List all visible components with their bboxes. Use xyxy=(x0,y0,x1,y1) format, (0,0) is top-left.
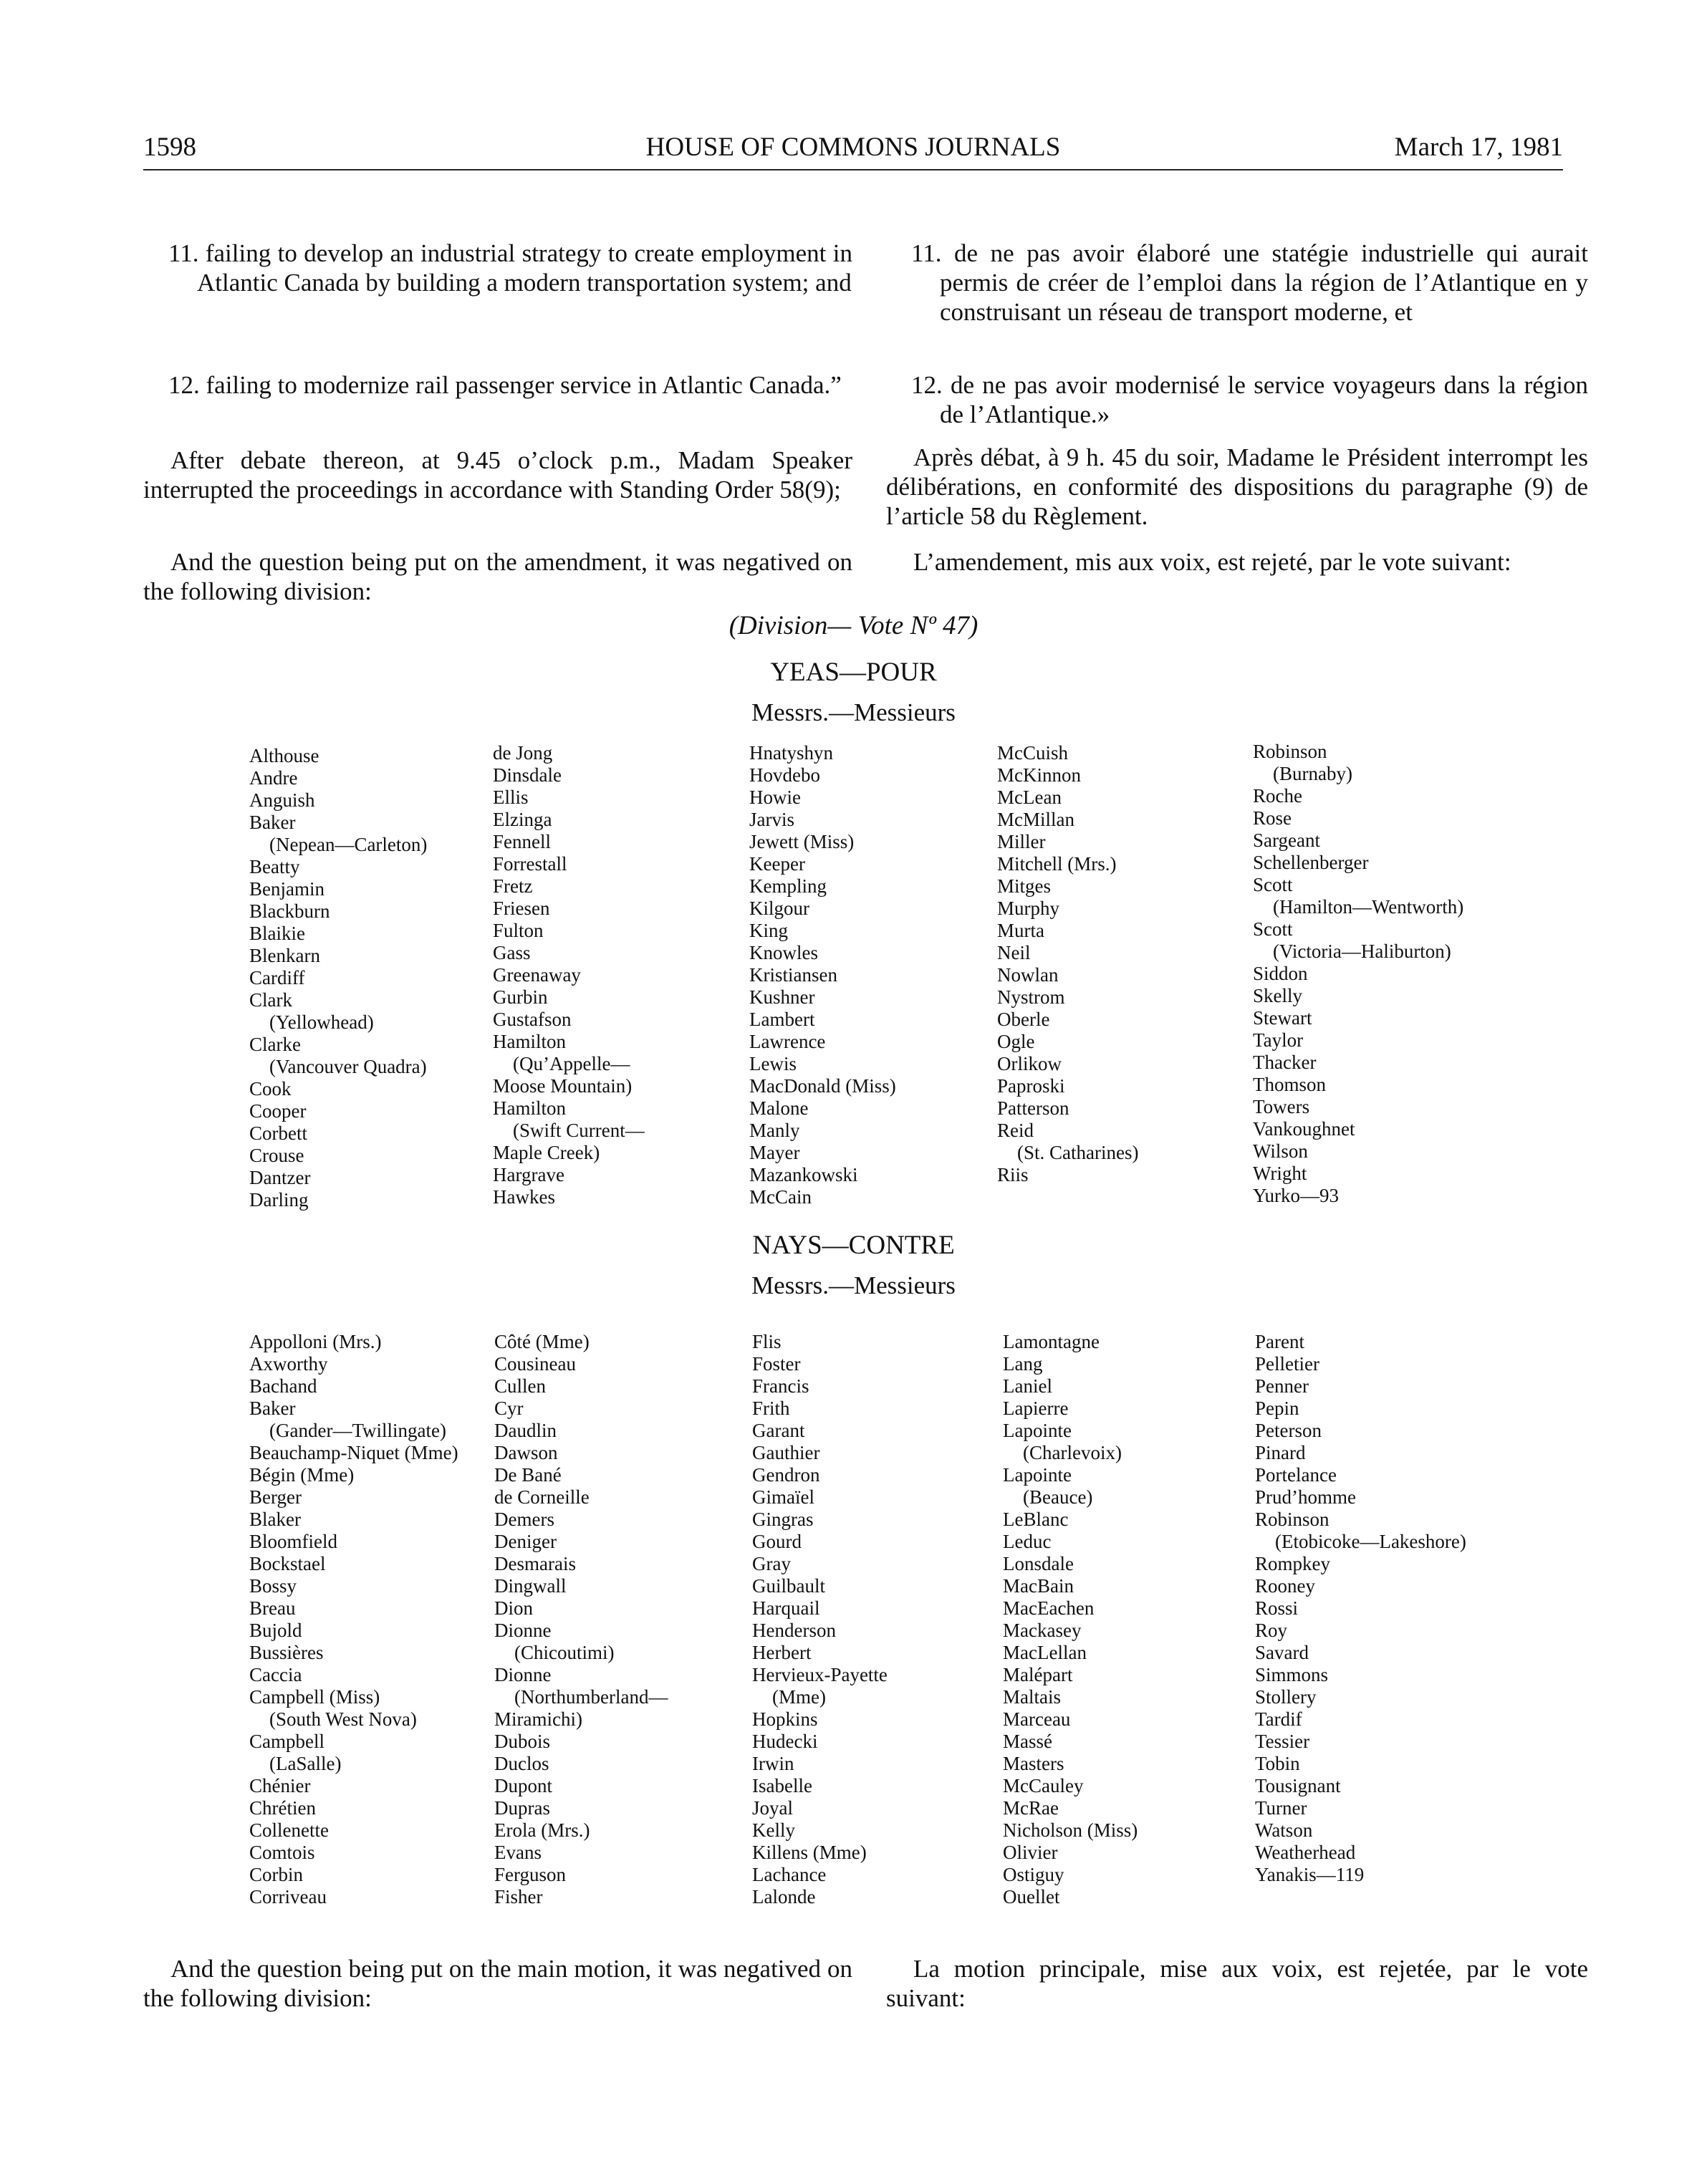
yeas-column-5 xyxy=(1253,741,1463,1207)
member-name: Foster xyxy=(752,1353,801,1375)
member-name: Ogle xyxy=(997,1031,1035,1052)
member-name: Anguish xyxy=(249,789,315,811)
member-name: Kilgour xyxy=(749,898,809,919)
journal-date: March 17, 1981 xyxy=(1394,133,1563,162)
member-name: Crouse xyxy=(249,1145,304,1166)
member-name: Cyr xyxy=(494,1398,524,1419)
member-name: Demers xyxy=(494,1509,554,1530)
member-name: (Victoria—Haliburton) xyxy=(1273,941,1451,962)
member-name: de Corneille xyxy=(494,1486,590,1508)
member-name: Miller xyxy=(997,831,1046,852)
member-name: Towers xyxy=(1253,1096,1310,1117)
member-name: Jewett (Miss) xyxy=(749,831,855,852)
member-name: Stewart xyxy=(1253,1007,1312,1029)
member-name: (Mme) xyxy=(772,1686,826,1708)
member-name: Dion xyxy=(494,1597,533,1619)
member-name: Kristiansen xyxy=(749,964,837,986)
member-name: Darling xyxy=(249,1189,309,1211)
yeas-heading: YEAS—POUR xyxy=(770,658,937,687)
member-name: Hovdebo xyxy=(749,764,820,786)
member-name: Scott xyxy=(1253,874,1293,895)
member-name: Bégin (Mme) xyxy=(249,1464,355,1486)
member-name: Rooney xyxy=(1255,1575,1315,1597)
member-name: Jarvis xyxy=(749,809,794,830)
member-name: Bossy xyxy=(249,1575,297,1597)
member-name: Kelly xyxy=(752,1819,795,1841)
member-name: Moose Mountain) xyxy=(493,1075,633,1097)
french-column-3 xyxy=(886,443,1588,531)
member-name: Flis xyxy=(752,1331,782,1352)
member-name: Comtois xyxy=(249,1842,315,1863)
member-name: Appolloni (Mrs.) xyxy=(249,1331,382,1352)
member-name: Watson xyxy=(1255,1819,1313,1841)
nays-column-2 xyxy=(494,1331,668,1908)
member-name: MacLellan xyxy=(1003,1642,1087,1663)
member-name: Penner xyxy=(1255,1375,1309,1397)
page-header xyxy=(143,132,1563,170)
member-name: Francis xyxy=(752,1375,809,1397)
member-name: Henderson xyxy=(752,1620,836,1641)
english-column xyxy=(143,239,852,297)
member-name: Fulton xyxy=(493,920,544,941)
member-name: Wright xyxy=(1253,1163,1307,1184)
member-name: Hudecki xyxy=(752,1731,818,1752)
member-name: Patterson xyxy=(997,1097,1069,1119)
english-column-2 xyxy=(143,370,852,400)
member-name: Yurko—93 xyxy=(1253,1185,1339,1206)
member-name: Tessier xyxy=(1255,1731,1310,1752)
page-number: 1598 xyxy=(143,133,196,162)
member-name: Dionne xyxy=(494,1664,552,1685)
member-name: Lang xyxy=(1003,1353,1043,1375)
member-name: Manly xyxy=(749,1120,800,1141)
member-name: Fisher xyxy=(494,1886,543,1908)
member-name: Hnatyshyn xyxy=(749,742,833,764)
member-name: Lapierre xyxy=(1003,1398,1069,1419)
member-name: Savard xyxy=(1255,1642,1309,1663)
nays-column-5 xyxy=(1255,1331,1466,1886)
member-name: Gustafson xyxy=(493,1009,572,1030)
member-name: Gingras xyxy=(752,1509,814,1530)
member-name: Robinson xyxy=(1253,741,1327,762)
yeas-column-3 xyxy=(749,742,896,1208)
member-name: Masters xyxy=(1003,1753,1064,1774)
member-name: Campbell (Miss) xyxy=(249,1686,380,1708)
member-name: Weatherhead xyxy=(1255,1842,1356,1863)
member-name: Axworthy xyxy=(249,1353,328,1375)
member-name: Mitges xyxy=(997,875,1052,897)
french-main-motion-text: La motion principale, mise aux voix, est rejetée, par le vote suivant: xyxy=(886,1955,1588,2012)
journal-title: HOUSE OF COMMONS JOURNALS xyxy=(645,133,1061,162)
member-name: Baker xyxy=(249,812,296,833)
member-name: Mitchell (Mrs.) xyxy=(997,853,1117,875)
member-name: Rossi xyxy=(1255,1597,1299,1619)
member-name: Dubois xyxy=(494,1731,551,1752)
member-name: Elzinga xyxy=(493,809,552,830)
member-name: Dinsdale xyxy=(493,764,562,786)
member-name: MacDonald (Miss) xyxy=(749,1075,896,1097)
member-name: Clark xyxy=(249,989,292,1011)
member-name: McCuish xyxy=(997,742,1069,764)
member-name: McKinnon xyxy=(997,764,1081,786)
member-name: McCauley xyxy=(1003,1775,1084,1796)
member-name: Dawson xyxy=(494,1442,558,1463)
member-name: Kushner xyxy=(749,986,815,1008)
member-name: (LaSalle) xyxy=(269,1753,342,1774)
english-main-motion-text: And the question being put on the main motion, it was negatived on the following division: xyxy=(143,1955,852,2012)
member-name: Dantzer xyxy=(249,1167,311,1188)
member-name: Blackburn xyxy=(249,900,330,922)
member-name: Blaikie xyxy=(249,923,305,944)
member-name: Tardif xyxy=(1255,1708,1302,1730)
member-name: Deniger xyxy=(494,1531,557,1552)
member-name: Bussières xyxy=(249,1642,324,1663)
member-name: Cook xyxy=(249,1078,292,1100)
member-name: (Etobicoke—Lakeshore) xyxy=(1275,1531,1466,1552)
member-name: Gourd xyxy=(752,1531,802,1552)
member-name: Knowles xyxy=(749,942,818,963)
member-name: Althouse xyxy=(249,745,319,766)
member-name: Mayer xyxy=(749,1142,800,1163)
member-name: Ferguson xyxy=(494,1864,567,1885)
member-name: Malone xyxy=(749,1097,809,1119)
member-name: (Nepean—Carleton) xyxy=(269,834,428,855)
member-name: Howie xyxy=(749,786,801,808)
nays-messrs-heading: Messrs.—Messieurs xyxy=(751,1271,956,1299)
member-name: Guilbault xyxy=(752,1575,825,1597)
member-name: McRae xyxy=(1003,1797,1059,1819)
member-name: Lawrence xyxy=(749,1031,826,1052)
member-name: Cousineau xyxy=(494,1353,576,1375)
member-name: Ouellet xyxy=(1003,1886,1060,1908)
member-name: (St. Catharines) xyxy=(1017,1142,1139,1163)
member-name: Corriveau xyxy=(249,1886,327,1908)
member-name: Kempling xyxy=(749,875,827,897)
member-name: Gass xyxy=(493,942,531,963)
member-name: Irwin xyxy=(752,1753,794,1774)
member-name: Robinson xyxy=(1255,1509,1329,1530)
member-name: Rose xyxy=(1253,807,1292,829)
member-name: Lonsdale xyxy=(1003,1553,1074,1574)
member-name: Collenette xyxy=(249,1819,329,1841)
yeas-messrs-heading: Messrs.—Messieurs xyxy=(751,698,956,726)
member-name: Dingwall xyxy=(494,1575,567,1597)
member-name: Siddon xyxy=(1253,963,1308,984)
member-name: Olivier xyxy=(1003,1842,1058,1863)
member-name: McMillan xyxy=(997,809,1074,830)
member-name: Campbell xyxy=(249,1731,324,1752)
member-name: Harquail xyxy=(752,1597,820,1619)
member-name: Thomson xyxy=(1253,1074,1327,1095)
french-main-motion-paragraph xyxy=(886,1954,1588,2013)
english-column-3 xyxy=(143,446,852,504)
member-name: Murta xyxy=(997,920,1044,941)
member-name: Corbin xyxy=(249,1864,304,1885)
member-name: Frith xyxy=(752,1398,790,1419)
member-name: Fretz xyxy=(493,875,533,897)
member-name: (Beauce) xyxy=(1023,1486,1093,1508)
member-name: Gurbin xyxy=(493,986,548,1008)
member-name: Hawkes xyxy=(493,1186,555,1208)
member-name: (South West Nova) xyxy=(269,1708,417,1730)
member-name: Desmarais xyxy=(494,1553,576,1574)
english-column-4 xyxy=(143,547,852,606)
yeas-column-2 xyxy=(493,742,645,1208)
member-name: Rompkey xyxy=(1255,1553,1330,1574)
member-name: Schellenberger xyxy=(1253,852,1369,873)
member-name: (Yellowhead) xyxy=(269,1011,374,1033)
member-name: Leduc xyxy=(1003,1531,1052,1552)
nays-heading: NAYS—CONTRE xyxy=(752,1231,955,1260)
member-name: MacBain xyxy=(1003,1575,1074,1597)
member-name: Prud’homme xyxy=(1255,1486,1356,1508)
member-name: McCain xyxy=(749,1186,812,1208)
member-name: Dionne xyxy=(494,1620,552,1641)
member-name: Portelance xyxy=(1255,1464,1337,1486)
french-column-2 xyxy=(886,370,1588,429)
member-name: Lachance xyxy=(752,1864,827,1885)
member-name: Miramichi) xyxy=(494,1708,582,1730)
member-name: Hopkins xyxy=(752,1708,818,1730)
member-name: Duclos xyxy=(494,1753,549,1774)
english-item-12: 12. failing to modernize rail passenger service in Atlantic Canada.” xyxy=(168,371,842,399)
member-name: Garant xyxy=(752,1420,805,1441)
nays-column-3 xyxy=(752,1331,888,1908)
member-name: Cullen xyxy=(494,1375,546,1397)
member-name: Oberle xyxy=(997,1009,1050,1030)
member-name: Pinard xyxy=(1255,1442,1306,1463)
member-name: Roche xyxy=(1253,785,1302,807)
member-name: Andre xyxy=(249,767,298,789)
french-item-12: 12. de ne pas avoir modernisé le service voyageurs dans la région de l’Atlantique.» xyxy=(911,371,1588,428)
member-name: Pepin xyxy=(1255,1398,1299,1419)
member-name: Roy xyxy=(1255,1620,1288,1641)
division-heading: (Division— Vote Nº 47) xyxy=(729,611,978,640)
member-name: McLean xyxy=(997,786,1062,808)
french-column xyxy=(886,239,1588,327)
member-name: Cooper xyxy=(249,1100,307,1122)
member-name: Bockstael xyxy=(249,1553,326,1574)
member-name: Stollery xyxy=(1255,1686,1317,1708)
french-question-paragraph: L’amendement, mis aux voix, est rejeté, par le vote suivant: xyxy=(913,548,1511,576)
member-name: Skelly xyxy=(1253,985,1303,1006)
member-name: Paproski xyxy=(997,1075,1065,1097)
member-name: Bloomfield xyxy=(249,1531,337,1552)
member-name: Bujold xyxy=(249,1620,302,1641)
member-name: Keeper xyxy=(749,853,805,875)
member-name: Turner xyxy=(1255,1797,1307,1819)
member-name: Scott xyxy=(1253,918,1293,940)
member-name: Isabelle xyxy=(752,1775,812,1796)
nays-column-1 xyxy=(249,1331,458,1908)
member-name: Caccia xyxy=(249,1664,302,1685)
member-name: (Vancouver Quadra) xyxy=(269,1056,427,1077)
member-name: Benjamin xyxy=(249,878,324,900)
member-name: Blenkarn xyxy=(249,945,320,966)
member-name: Tobin xyxy=(1255,1753,1300,1774)
member-name: Thacker xyxy=(1253,1052,1317,1073)
member-name: Clarke xyxy=(249,1034,301,1055)
member-name: Dupras xyxy=(494,1797,550,1819)
french-column-4 xyxy=(886,547,1588,577)
member-name: Pelletier xyxy=(1255,1353,1319,1375)
member-name: Vankoughnet xyxy=(1253,1118,1355,1140)
member-name: LeBlanc xyxy=(1003,1509,1069,1530)
english-debate-paragraph: After debate thereon, at 9.45 o’clock p.m., Madam Speaker interrupted the proceedings in accordance with Standing Order 58(9); xyxy=(143,446,852,504)
yeas-column-1 xyxy=(249,745,427,1211)
member-name: Reid xyxy=(997,1120,1034,1141)
member-name: Beauchamp-Niquet (Mme) xyxy=(249,1442,458,1463)
english-item-11: 11. failing to develop an industrial strategy to create employment in Atlantic Canada by building a modern transportation system; and xyxy=(168,239,852,297)
english-question-paragraph: And the question being put on the amendment, it was negatived on the following division: xyxy=(143,548,852,605)
member-name: Nystrom xyxy=(997,986,1065,1008)
member-name: Hargrave xyxy=(493,1164,564,1185)
member-name: Friesen xyxy=(493,898,550,919)
member-name: (Qu’Appelle— xyxy=(513,1053,630,1074)
member-name: Maltais xyxy=(1003,1686,1061,1708)
member-name: Murphy xyxy=(997,898,1059,919)
french-item-11: 11. de ne pas avoir élaboré une statégie industrielle qui aurait permis de créer de l’emploi dans la région de l’Atlantique en y construisant un réseau de transport moderne, et xyxy=(911,239,1588,326)
member-name: Killens (Mme) xyxy=(752,1842,867,1863)
member-name: (Charlevoix) xyxy=(1023,1442,1122,1463)
member-name: Lapointe xyxy=(1003,1464,1072,1486)
member-name: (Swift Current— xyxy=(513,1120,645,1141)
yeas-column-4 xyxy=(997,742,1138,1186)
member-name: Ellis xyxy=(493,786,529,808)
member-name: Peterson xyxy=(1255,1420,1322,1441)
member-name: Greenaway xyxy=(493,964,581,986)
member-name: Nicholson (Miss) xyxy=(1003,1819,1138,1841)
member-name: Wilson xyxy=(1253,1140,1308,1162)
member-name: Malépart xyxy=(1003,1664,1073,1685)
member-name: Chrétien xyxy=(249,1797,316,1819)
member-name: Hamilton xyxy=(493,1097,566,1119)
member-name: Lalonde xyxy=(752,1886,816,1908)
member-name: Blaker xyxy=(249,1509,301,1530)
member-name: Hamilton xyxy=(493,1031,566,1052)
member-name: (Gander—Twillingate) xyxy=(269,1420,447,1441)
member-name: Beatty xyxy=(249,856,300,877)
member-name: Gauthier xyxy=(752,1442,820,1463)
member-name: de Jong xyxy=(493,742,553,764)
member-name: Daudlin xyxy=(494,1420,557,1441)
member-name: Nowlan xyxy=(997,964,1059,986)
member-name: Chénier xyxy=(249,1775,311,1796)
member-name: Yanakis—119 xyxy=(1255,1864,1365,1885)
member-name: Maple Creek) xyxy=(493,1142,600,1163)
member-name: (Chicoutimi) xyxy=(514,1642,615,1663)
member-name: Mazankowski xyxy=(749,1164,858,1185)
member-name: Taylor xyxy=(1253,1029,1304,1051)
member-name: Cardiff xyxy=(249,967,305,988)
member-name: Sargeant xyxy=(1253,829,1320,851)
member-name: Lambert xyxy=(749,1009,815,1030)
member-name: Breau xyxy=(249,1597,296,1619)
member-name: (Hamilton—Wentworth) xyxy=(1273,896,1464,918)
member-name: MacEachen xyxy=(1003,1597,1095,1619)
member-name: Baker xyxy=(249,1398,296,1419)
member-name: Gimaïel xyxy=(752,1486,814,1508)
member-name: Ostiguy xyxy=(1003,1864,1064,1885)
member-name: Forrestall xyxy=(493,853,567,875)
member-name: Berger xyxy=(249,1486,302,1508)
member-name: Bachand xyxy=(249,1375,317,1397)
member-name: Evans xyxy=(494,1842,542,1863)
member-name: Côté (Mme) xyxy=(494,1331,590,1352)
member-name: Gendron xyxy=(752,1464,820,1486)
member-name: Lamontagne xyxy=(1003,1331,1100,1352)
member-name: De Bané xyxy=(494,1464,562,1486)
member-name: Massé xyxy=(1003,1731,1052,1752)
member-name: Lapointe xyxy=(1003,1420,1072,1441)
member-name: Gray xyxy=(752,1553,791,1574)
french-debate-paragraph: Après débat, à 9 h. 45 du soir, Madame le Président interrompt les délibérations, en conformité des dispositions du paragraphe (9) de l’article 58 du Règlement. xyxy=(886,443,1588,530)
member-name: Hervieux-Payette xyxy=(752,1664,888,1685)
member-name: Tousignant xyxy=(1255,1775,1341,1796)
member-name: Dupont xyxy=(494,1775,552,1796)
member-name: Riis xyxy=(997,1164,1029,1185)
member-name: (Burnaby) xyxy=(1273,763,1352,784)
member-name: Herbert xyxy=(752,1642,812,1663)
member-name: Marceau xyxy=(1003,1708,1071,1730)
english-main-motion-paragraph xyxy=(143,1954,852,2013)
member-name: Mackasey xyxy=(1003,1620,1082,1641)
member-name: Lewis xyxy=(749,1053,797,1074)
member-name: Orlikow xyxy=(997,1053,1062,1074)
member-name: (Northumberland— xyxy=(514,1686,668,1708)
member-name: Corbett xyxy=(249,1122,307,1144)
member-name: Joyal xyxy=(752,1797,793,1819)
member-name: Fennell xyxy=(493,831,551,852)
member-name: Laniel xyxy=(1003,1375,1052,1397)
nays-column-4 xyxy=(1003,1331,1138,1908)
member-name: King xyxy=(749,920,788,941)
member-name: Erola (Mrs.) xyxy=(494,1819,590,1841)
member-name: Parent xyxy=(1255,1331,1304,1352)
member-name: Simmons xyxy=(1255,1664,1329,1685)
member-name: Neil xyxy=(997,942,1031,963)
